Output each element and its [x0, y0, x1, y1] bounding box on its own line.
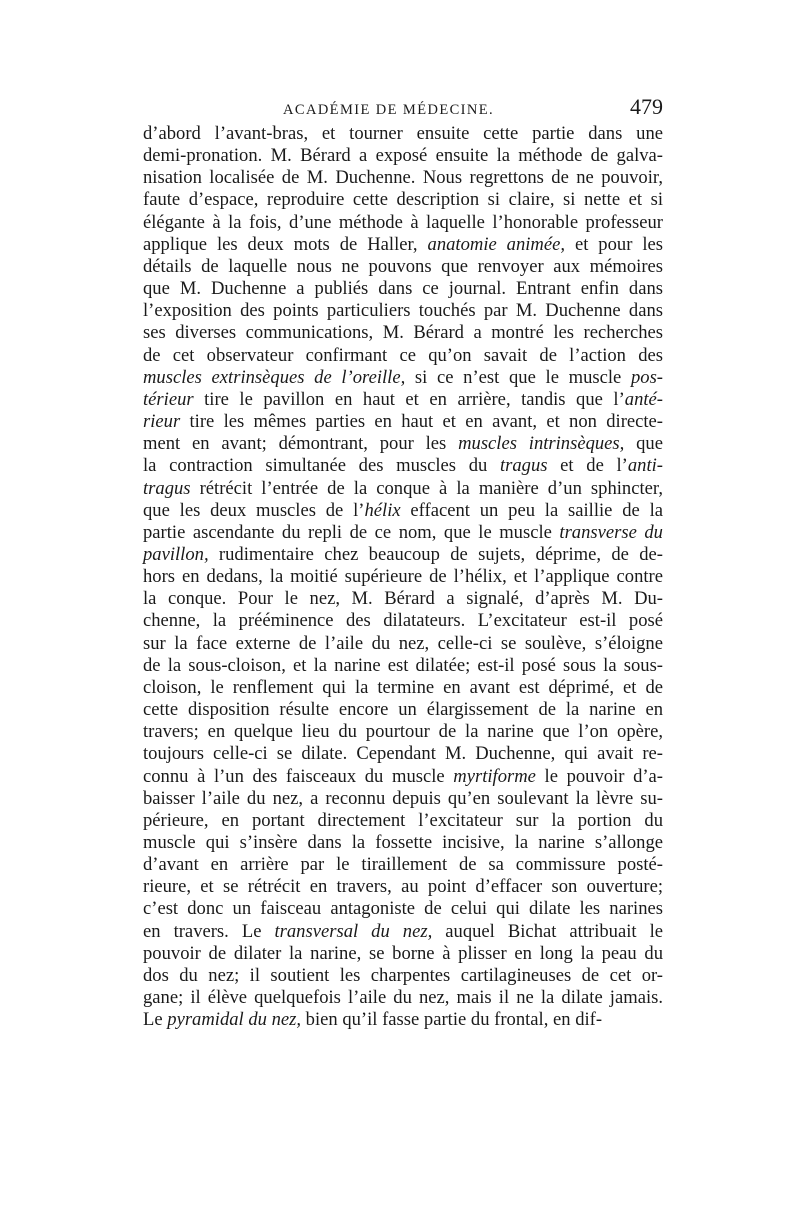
- text-run: cloison, le renflement qui la termine en avant est déprimé, et de: [143, 676, 663, 698]
- text-run: auquel Bichat attribuait le: [432, 920, 664, 942]
- text-run: tire les mêmes parties en haut et en avant, et non directe-: [180, 411, 663, 433]
- text-run: connu à l’un des faisceaux du muscle: [143, 765, 454, 787]
- text-line: [143, 189, 663, 211]
- text-line: [143, 633, 663, 655]
- text-line: [143, 965, 663, 987]
- text-run: élégante à la fois, d’une méthode à laquelle l’honorable professeur: [143, 211, 663, 233]
- text-run: périeure, en portant directement l’excitateur sur la portion du: [143, 809, 663, 831]
- text-line: [143, 898, 663, 920]
- text-line: [143, 788, 663, 810]
- text-run: sur la face externe de l’aile du nez, celle-ci se soulève, s’éloigne: [143, 632, 663, 654]
- text-line: [143, 610, 663, 632]
- text-run: ses diverses communications, M. Bérard a montré les recherches: [143, 322, 663, 344]
- text-line: [143, 876, 663, 898]
- text-run: d’avant en arrière par le tiraillement de sa commissure posté-: [143, 854, 663, 876]
- text-run: baisser l’aile du nez, a reconnu depuis qu’en soulevant la lèvre su-: [143, 787, 663, 809]
- text-line: [143, 478, 663, 500]
- text-line: [143, 278, 663, 300]
- text-run: que les deux muscles de l’: [143, 499, 365, 521]
- text-line: [143, 699, 663, 721]
- text-run: muscle qui s’insère dans la fossette incisive, la narine s’allonge: [143, 832, 663, 853]
- running-title: ACADÉMIE DE MÉDECINE.: [283, 102, 495, 118]
- text-run: c’est donc un faisceau antagoniste de celui qui dilate les narines: [143, 898, 663, 920]
- text-run: travers; en quelque lieu du pourtour de la narine que l’on opère,: [143, 721, 663, 743]
- text-run: ment en avant; démontrant, pour les: [143, 433, 459, 455]
- italic-term: myrtiforme: [453, 765, 536, 787]
- text-line: [143, 500, 663, 522]
- text-line: [143, 943, 663, 965]
- text-run: le pouvoir d’a-: [535, 765, 663, 787]
- text-line: [143, 987, 663, 1009]
- italic-term: pyramidal du nez,: [167, 1009, 302, 1031]
- page-header: [143, 92, 663, 122]
- text-line: [143, 1009, 663, 1031]
- text-line: [143, 522, 663, 544]
- text-line: [143, 300, 663, 322]
- italic-term: muscles extrinsèques de l’oreille,: [143, 366, 406, 388]
- text-run: nisation localisée de M. Duchenne. Nous regrettons de ne pouvoir,: [143, 167, 663, 189]
- text-run: de cet observateur confirmant ce qu’on savait de l’action des: [143, 344, 663, 366]
- text-line: [143, 921, 663, 943]
- text-line: [143, 322, 663, 344]
- italic-term: rieur: [143, 411, 181, 433]
- text-run: et de l’: [547, 455, 628, 477]
- text-line: [143, 544, 663, 566]
- text-run: bien qu’il fasse partie du frontal, en dif-: [301, 1009, 603, 1031]
- italic-term: hélix: [364, 499, 401, 521]
- text-run: rudimentaire chez beaucoup de sujets, déprime, de de-: [208, 543, 663, 565]
- text-run: d’abord l’avant-bras, et tourner ensuite cette partie dans une: [143, 123, 663, 144]
- text-run: de la sous-cloison, et la narine est dilatée; est-il posé sous la sous-: [143, 654, 663, 676]
- text-run: faute d’espace, reproduire cette description si claire, si nette et si: [143, 189, 663, 211]
- text-run: et pour les: [565, 233, 663, 255]
- text-line: [143, 234, 663, 256]
- text-run: demi-pronation. M. Bérard a exposé ensuite la méthode de galva-: [143, 145, 663, 167]
- italic-term: transverse du: [559, 521, 663, 543]
- text-line: [143, 588, 663, 610]
- text-run: effacent un peu la saillie de la: [400, 499, 664, 521]
- italic-term: tragus: [499, 455, 548, 477]
- italic-term: transversal du nez,: [274, 920, 433, 942]
- text-run: que M. Duchenne a publiés dans ce journal. Entrant enfin dans: [143, 278, 663, 300]
- text-line: [143, 677, 663, 699]
- text-line: [143, 854, 663, 876]
- text-line: [143, 145, 663, 167]
- text-run: tire le pavillon en haut et en arrière, tandis que l’: [193, 388, 625, 410]
- text-line: [143, 566, 663, 588]
- italic-term: anti-: [627, 455, 663, 477]
- text-run: applique les deux mots de Haller,: [143, 233, 428, 255]
- text-line: [143, 212, 663, 234]
- text-run: Le: [143, 1009, 168, 1031]
- text-run: détails de laquelle nous ne pouvons que renvoyer aux mémoires: [143, 255, 663, 277]
- text-line: [143, 721, 663, 743]
- text-run: la contraction simultanée des muscles du: [143, 455, 500, 477]
- text-run: hors en dedans, la moitié supérieure de l’hélix, et l’applique contre: [143, 566, 663, 588]
- text-line: [143, 256, 663, 278]
- italic-term: pos-: [630, 366, 663, 388]
- italic-term: muscles intrinsèques,: [458, 433, 625, 455]
- text-line: [143, 455, 663, 477]
- text-run: que: [624, 433, 663, 455]
- text-line: [143, 743, 663, 765]
- text-run: rétrécit l’entrée de la conque à la manière d’un sphincter,: [190, 477, 663, 499]
- text-line: [143, 832, 663, 854]
- text-run: gane; il élève quelquefois l’aile du nez, mais il ne la dilate jamais.: [143, 987, 663, 1009]
- text-run: cette disposition résulte encore un élargissement de la narine en: [143, 699, 663, 721]
- text-run: toujours celle-ci se dilate. Cependant M. Duchenne, qui avait re-: [143, 743, 663, 765]
- text-run: chenne, la prééminence des dilatateurs. L’excitateur est-il posé: [143, 610, 663, 632]
- italic-term: pavillon,: [143, 543, 209, 565]
- text-run: si ce n’est que le muscle: [405, 366, 631, 388]
- text-run: dos du nez; il soutient les charpentes cartilagineuses de cet or-: [143, 964, 663, 986]
- text-line: [143, 655, 663, 677]
- text-run: pouvoir de dilater la narine, se borne à plisser en long la peau du: [143, 942, 663, 964]
- text-run: partie ascendante du repli de ce nom, que le muscle: [143, 521, 560, 543]
- text-line: [143, 345, 663, 367]
- text-line: [143, 433, 663, 455]
- text-line: [143, 167, 663, 189]
- text-line: [143, 367, 663, 389]
- body-text: [143, 123, 663, 1031]
- text-line: [143, 389, 663, 411]
- text-run: la conque. Pour le nez, M. Bérard a signalé, d’après M. Du-: [143, 588, 663, 610]
- italic-term: anatomie animée,: [427, 233, 566, 255]
- text-run: l’exposition des points particuliers touchés par M. Duchenne dans: [143, 300, 663, 322]
- text-line: [143, 810, 663, 832]
- text-line: [143, 766, 663, 788]
- text-run: en travers. Le: [143, 920, 275, 942]
- text-run: rieure, et se rétrécit en travers, au point d’effacer son ouverture;: [143, 876, 663, 898]
- italic-term: térieur: [143, 388, 194, 410]
- text-line: [143, 123, 663, 145]
- italic-term: anté-: [624, 388, 663, 410]
- text-line: [143, 411, 663, 433]
- page-number: 479: [630, 94, 663, 119]
- book-page: [143, 92, 663, 1031]
- italic-term: tragus: [143, 477, 191, 499]
